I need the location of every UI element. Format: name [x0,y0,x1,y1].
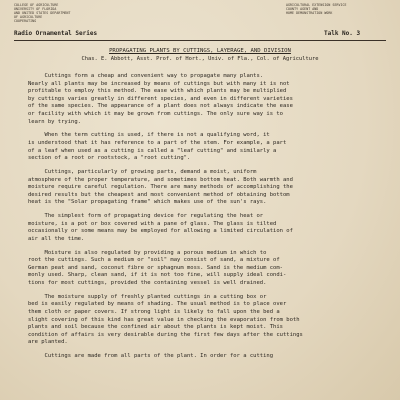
text-line: occasionally or some means may be employed for allowing a limited circulation of [28,228,293,235]
header-rule [14,40,386,41]
text-line: The moisture supply of freshly planted cuttings in a cutting box or [28,293,267,300]
text-line: are planted. [28,339,68,346]
text-line: slight covering of this kind has great value in checking the evaporation from both [28,316,300,323]
document-title: PROPAGATING PLANTS BY CUTTINGS, LAYERAGE, AND DIVISION [109,48,291,54]
text-line: bed is easily regulated by means of shading. The usual method is to place over [28,301,287,308]
text-line: Cuttings, particularly of growing parts, demand a moist, uniform [28,168,257,175]
text-line: condition of affairs is very desirable during the first few days after the cuttings [28,331,303,338]
text-line: tions for most cuttings, provided the containing vessel is well drained. [28,280,267,286]
header-line: COLLEGE OF AGRICULTURE [14,3,59,7]
paragraph [28,294,384,347]
text-line: moisture require careful regulation. There are many methods of accomplishing the [28,184,293,191]
text-line: German peat and sand, coconut fibre or sphagnum moss. Sand is the medium com- [28,264,283,271]
paragraph [28,213,384,243]
header-line: UNIVERSITY OF FLORIDA [14,7,57,11]
header-line: HOME DEMONSTRATION WORK [286,11,333,15]
text-line: root the cuttings. Such a medium or "soil" may consist of sand, a mixture of [28,257,280,264]
text-line: or facility with which it may be grown from cuttings. The only sure way is to [28,110,283,117]
series-name: Radio Ornamental Series [14,30,98,37]
text-line: is understood that it has reference to a part of the stem. For example, a part [28,139,287,146]
paragraph [28,169,384,207]
header-line: COOPERATING [14,19,37,23]
text-line: Cuttings are made from all parts of the plant. In order for a cutting [28,353,274,360]
text-line: Cuttings form a cheap and convenient way to propagate many plants. [28,73,264,79]
talk-number: Talk No. 3 [324,30,361,37]
header-line: COUNTY AGENT AND [286,7,319,11]
header-line: OF AGRICULTURE [14,15,43,19]
text-line: moisture, is a pot or box covered with a pane of glass. The glass is tilted [28,220,277,227]
text-line: of the same species. The appearance of a plant does not always indicate the ease [28,103,293,110]
paragraph [28,132,384,162]
paragraph [28,250,384,288]
text-line: heat is the "Solar propagating frame" which makes use of the sun's rays. [28,199,267,206]
header-line: AND UNITED STATES DEPARTMENT [14,11,71,15]
text-line: atmosphere of the proper temperature, and sometimes bottom heat. Both warmth and [28,176,293,183]
text-line: air all the time. [28,235,85,242]
text-line: When the term cutting is used, if there is not a qualifying word, it [28,132,270,139]
text-line: Nearly all plants may be increased by means of cuttings but with many it is not [28,80,290,87]
author-line: Chas. E. Abbott, Asst. Prof. of Hort., Univ. of Fla., Col. of Agriculture [81,56,319,62]
text-line: learn by trying. [28,118,81,125]
extension-service-header [286,3,396,15]
document-body [28,73,384,367]
header-line: AGRICULTURAL EXTENSION SERVICE [286,3,347,7]
paragraph [28,353,384,361]
text-line: The simplest form of propagating device for regulating the heat or [28,213,264,220]
text-line: profitable to employ this method. The ease with which plants may be multiplied [28,88,287,95]
text-line: monly used. Sharp, clean sand, if it is not too fine, will supply ideal condi- [28,272,287,279]
text-line: plants and soil because the confined air about the plants is kept moist. This [28,324,283,331]
institution-header [14,3,134,23]
text-line: them cloth or paper covers. If strong light is likely to fall upon the bed a [28,308,280,315]
text-line: Moisture is also regulated by providing a porous medium in which to [28,249,267,256]
text-line: by cuttings varies greatly in different species, and even in different varieties [28,95,293,102]
text-line: of a leaf when used as a cutting is called a "leaf cutting" and similarly a [28,147,277,154]
text-line: desired results but the cheapest and most convenient method of obtaining bottom [28,191,290,198]
text-line: section of a root or rootstock, a "root cutting". [28,155,191,162]
paragraph [28,73,384,126]
